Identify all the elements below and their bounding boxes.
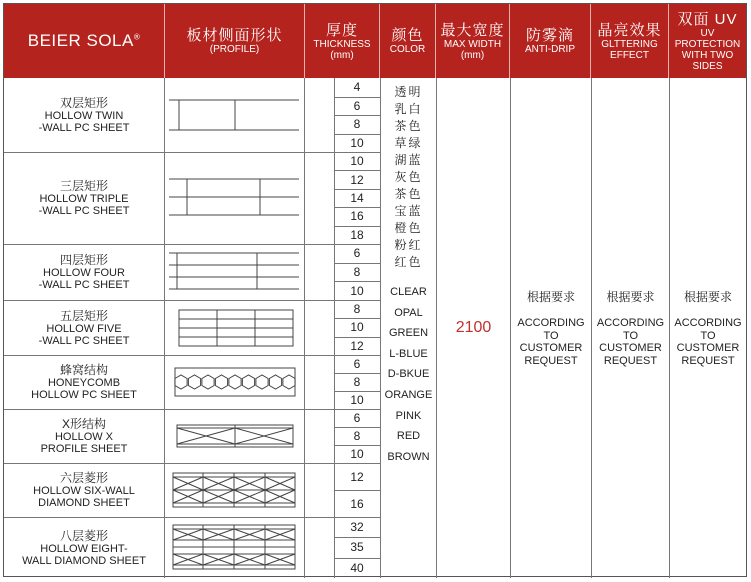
product-name-zh: 蜂窝结构 bbox=[59, 363, 108, 377]
product-name-zh: X形结构 bbox=[61, 417, 106, 431]
thickness-divider bbox=[334, 490, 380, 491]
brand-name: BEIER SOLA bbox=[27, 31, 134, 50]
profile-header-zh: 板材侧面形状 bbox=[186, 27, 283, 44]
color-en: BROWN bbox=[387, 450, 430, 463]
thickness-cell: 12 bbox=[350, 338, 364, 353]
spec-table bbox=[3, 3, 747, 577]
max-width-header bbox=[436, 4, 510, 78]
x-profile-icon bbox=[165, 409, 304, 463]
thickness-divider bbox=[334, 537, 380, 538]
thickness-divider bbox=[334, 409, 380, 410]
spec-en: REQUEST bbox=[603, 354, 658, 367]
thickness-divider bbox=[334, 558, 380, 559]
uv-header-en-3: WITH TWO bbox=[681, 49, 734, 61]
thickness-cell: 6 bbox=[353, 246, 361, 261]
product-name-en: HOLLOW SIX-WALL bbox=[33, 485, 135, 497]
honeycomb-cell bbox=[215, 375, 227, 389]
thickness-divider bbox=[334, 427, 380, 428]
thickness-divider bbox=[334, 281, 380, 282]
color-en: PINK bbox=[395, 409, 422, 422]
product-name-zh: 八层菱形 bbox=[59, 528, 108, 543]
thickness-header-en: THICKNESS bbox=[313, 38, 371, 50]
column-divider bbox=[304, 78, 305, 578]
glitter-header-zh: 晶亮效果 bbox=[597, 21, 662, 39]
product-name-en: WALL DIAMOND SHEET bbox=[22, 554, 146, 567]
honeycomb-cell bbox=[229, 375, 241, 389]
spec-en: ACCORDING bbox=[517, 317, 585, 329]
thickness-divider bbox=[334, 226, 380, 227]
thickness-divider bbox=[334, 355, 380, 356]
color-en: CLEAR bbox=[390, 286, 427, 298]
twin-wall-profile-icon bbox=[165, 78, 304, 152]
thickness-divider bbox=[334, 97, 380, 98]
product-name-en: HOLLOW EIGHT- bbox=[40, 542, 128, 555]
profile-header-en: (PROFILE) bbox=[209, 44, 260, 55]
spec-en: TO bbox=[543, 329, 559, 342]
spec-en: CUSTOMER bbox=[519, 342, 583, 354]
honeycomb-cell bbox=[256, 375, 268, 389]
product-twin-wall bbox=[4, 78, 164, 152]
product-eight-wall-diamond bbox=[4, 517, 164, 578]
product-name-zh: 双层矩形 bbox=[59, 96, 108, 110]
thickness-divider bbox=[334, 263, 380, 264]
product-name-en: -WALL PC SHEET bbox=[38, 122, 130, 134]
color-zh: 茶色 bbox=[394, 119, 423, 133]
eight-wall-diamond-profile-icon bbox=[165, 517, 304, 578]
product-name-zh: 六层菱形 bbox=[59, 471, 108, 485]
color-zh: 粉红 bbox=[394, 238, 423, 252]
color-en: RED bbox=[396, 430, 421, 443]
thickness-divider bbox=[334, 134, 380, 135]
thickness-cell: 6 bbox=[353, 411, 361, 425]
thickness-cell: 6 bbox=[353, 98, 361, 113]
thickness-divider bbox=[334, 152, 380, 153]
thickness-cell: 8 bbox=[353, 117, 361, 132]
thickness-cell: 35 bbox=[350, 540, 364, 555]
spec-en: CUSTOMER bbox=[676, 342, 740, 354]
product-four-wall bbox=[4, 244, 164, 300]
thickness-cell: 16 bbox=[350, 496, 364, 511]
thickness-divider bbox=[334, 115, 380, 116]
color-zh: 茶色 bbox=[394, 187, 423, 201]
thickness-divider bbox=[334, 373, 380, 374]
color-zh: 宝蓝 bbox=[394, 204, 423, 218]
product-honeycomb bbox=[4, 355, 164, 409]
thickness-cell: 8 bbox=[353, 375, 361, 389]
thickness-cell: 14 bbox=[350, 190, 364, 205]
glitter-value bbox=[592, 78, 669, 578]
thickness-cell: 32 bbox=[350, 520, 364, 535]
thickness-cell: 12 bbox=[350, 469, 364, 484]
spec-en: ACCORDING bbox=[596, 317, 665, 329]
triple-wall-profile-icon bbox=[165, 152, 304, 244]
color-list-en bbox=[381, 282, 436, 467]
product-name-zh: 五层矩形 bbox=[59, 308, 108, 323]
honeycomb-profile-icon bbox=[165, 355, 304, 409]
product-six-wall-diamond bbox=[4, 463, 164, 517]
uv-header-en-2: PROTECTION bbox=[674, 38, 741, 50]
glitter-header bbox=[591, 4, 669, 78]
thickness-cell: 8 bbox=[353, 429, 361, 443]
thickness-cell: 10 bbox=[350, 154, 364, 169]
thickness-cell: 10 bbox=[350, 393, 364, 407]
thickness-divider bbox=[334, 517, 380, 518]
honeycomb-cell bbox=[242, 375, 254, 389]
thickness-cell: 4 bbox=[353, 80, 361, 95]
color-zh: 透明 bbox=[394, 85, 423, 99]
thickness-divider bbox=[334, 170, 380, 171]
thickness-header-zh: 厚度 bbox=[325, 21, 358, 39]
color-zh: 乳白 bbox=[394, 102, 423, 116]
product-name-en: -WALL PC SHEET bbox=[38, 205, 130, 217]
thickness-divider bbox=[334, 189, 380, 190]
thickness-cell: 18 bbox=[350, 227, 364, 242]
anti-drip-header-en: ANTI-DRIP bbox=[525, 44, 575, 55]
color-en: L-BLUE bbox=[389, 347, 428, 360]
honeycomb-cell bbox=[283, 375, 295, 389]
product-name-en: HOLLOW TRIPLE bbox=[39, 193, 129, 205]
thickness-divider bbox=[334, 300, 380, 301]
spec-en: REQUEST bbox=[524, 354, 578, 367]
product-name-zh: 三层矩形 bbox=[59, 179, 108, 193]
color-en: GREEN bbox=[388, 327, 429, 340]
color-en: D-BKUE bbox=[387, 368, 430, 381]
spec-en: TO bbox=[622, 329, 639, 342]
uv-header bbox=[669, 4, 746, 78]
thickness-cell: 10 bbox=[350, 447, 364, 461]
thickness-cell: 6 bbox=[353, 357, 361, 371]
max-width-header-unit: (mm) bbox=[460, 49, 485, 61]
thickness-divider bbox=[334, 207, 380, 208]
spec-zh: 根据要求 bbox=[526, 290, 575, 304]
anti-drip-value bbox=[511, 78, 591, 578]
glitter-header-en-2: EFFECT bbox=[610, 49, 649, 61]
spec-en: TO bbox=[700, 329, 716, 342]
product-name-en: HOLLOW FIVE bbox=[46, 322, 122, 335]
max-width-value: 2100 bbox=[455, 319, 492, 336]
product-name-en: HOLLOW FOUR bbox=[43, 267, 125, 279]
color-zh: 灰色 bbox=[394, 170, 423, 184]
spec-en: REQUEST bbox=[681, 354, 735, 367]
thickness-cell: 10 bbox=[350, 320, 364, 335]
product-x-profile bbox=[4, 409, 164, 463]
color-zh: 湖蓝 bbox=[394, 153, 423, 167]
honeycomb-cell bbox=[188, 375, 200, 389]
color-header-zh: 颜色 bbox=[391, 27, 424, 44]
product-five-wall bbox=[4, 300, 164, 355]
honeycomb-cell bbox=[202, 375, 214, 389]
spec-zh: 根据要求 bbox=[606, 290, 655, 304]
spec-zh: 根据要求 bbox=[683, 290, 732, 304]
product-name-en: -WALL PC SHEET bbox=[38, 334, 130, 347]
product-name-en: HOLLOW TWIN bbox=[44, 110, 124, 122]
color-en: OPAL bbox=[394, 306, 423, 319]
color-en: ORANGE bbox=[384, 388, 433, 401]
uv-value bbox=[670, 78, 746, 578]
color-zh: 橙色 bbox=[394, 221, 423, 235]
thickness-divider bbox=[334, 318, 380, 319]
five-wall-profile-icon bbox=[165, 300, 304, 355]
color-header bbox=[380, 4, 436, 78]
uv-header-zh: 双面 UV bbox=[677, 10, 738, 28]
spec-en: ACCORDING bbox=[674, 317, 742, 329]
anti-drip-header bbox=[510, 4, 591, 78]
thickness-cell: 40 bbox=[350, 560, 364, 575]
thickness-divider bbox=[334, 244, 380, 245]
product-name-en: HOLLOW X bbox=[54, 431, 114, 443]
color-zh: 红色 bbox=[394, 255, 423, 269]
thickness-header-unit: (mm) bbox=[330, 49, 354, 61]
color-zh: 草绿 bbox=[394, 136, 423, 150]
spec-en: CUSTOMER bbox=[599, 342, 662, 354]
thickness-cell: 8 bbox=[353, 264, 361, 279]
color-list-zh bbox=[381, 84, 436, 271]
product-triple-wall bbox=[4, 152, 164, 244]
product-name-en: HOLLOW PC SHEET bbox=[31, 389, 137, 401]
four-wall-profile-icon bbox=[165, 244, 304, 300]
six-wall-diamond-profile-icon bbox=[165, 463, 304, 517]
thickness-divider bbox=[334, 391, 380, 392]
color-header-en: COLOR bbox=[389, 44, 426, 55]
thickness-cell: 12 bbox=[350, 172, 364, 187]
honeycomb-cell bbox=[269, 375, 281, 389]
anti-drip-header-zh: 防雾滴 bbox=[525, 27, 574, 44]
thickness-cell: 16 bbox=[350, 209, 364, 224]
uv-header-en-4: SIDES bbox=[692, 60, 723, 72]
registered-mark: ® bbox=[133, 32, 141, 42]
product-name-en: DIAMOND SHEET bbox=[38, 497, 130, 509]
product-name-zh: 四层矩形 bbox=[59, 253, 108, 267]
thickness-divider bbox=[334, 463, 380, 464]
thickness-cell: 8 bbox=[353, 302, 361, 317]
thickness-header bbox=[305, 4, 380, 78]
thickness-cell: 10 bbox=[350, 283, 364, 298]
thickness-divider bbox=[334, 337, 380, 338]
profile-header bbox=[165, 4, 305, 78]
product-name-en: PROFILE SHEET bbox=[40, 443, 128, 455]
uv-header-en-1: UV bbox=[700, 27, 715, 39]
brand-header bbox=[4, 4, 165, 78]
product-name-en: HONEYCOMB bbox=[47, 377, 121, 389]
max-width-header-zh: 最大宽度 bbox=[440, 21, 505, 39]
thickness-divider bbox=[334, 445, 380, 446]
thickness-cell: 10 bbox=[350, 135, 364, 150]
honeycomb-cell bbox=[175, 375, 187, 389]
product-name-en: -WALL PC SHEET bbox=[38, 279, 130, 291]
max-width-header-en: MAX WIDTH bbox=[443, 38, 502, 50]
glitter-header-en-1: GLTTERING bbox=[601, 38, 658, 50]
